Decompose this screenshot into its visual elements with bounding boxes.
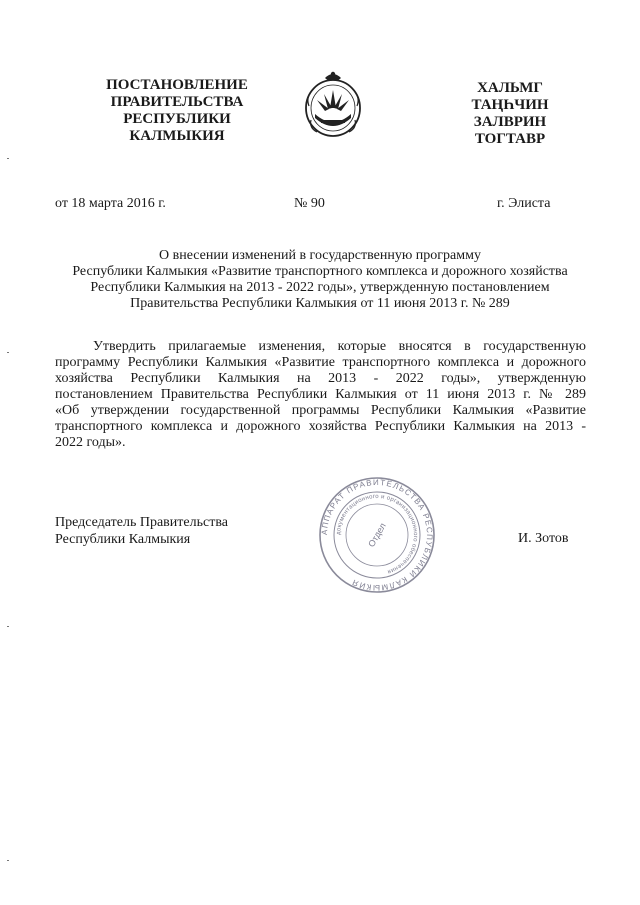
official-stamp <box>318 476 436 594</box>
body-line: Утвердить прилагаемые изменения, которые вносятся в государственную <box>93 339 586 354</box>
document-title <box>50 248 590 312</box>
header-left-title <box>92 77 262 145</box>
header-right-title <box>440 80 580 148</box>
signatory-position-line: Председатель Правительства <box>55 515 228 530</box>
margin-mark <box>7 352 9 353</box>
body-line: «Об утверждении государственной программы Республики Калмыкия «Развитие <box>55 403 586 418</box>
stamp-middle-text: документационного и организационного обеспечения <box>335 493 419 575</box>
body-line: хозяйства Республики Калмыкия на 2013 - 2022 годы», утвержденную <box>55 371 586 386</box>
header-right-line: ХАЛЬМГ <box>477 80 543 96</box>
header-left-line: РЕСПУБЛИКИ <box>123 111 231 127</box>
title-line: Республики Калмыкия «Развитие транспортного комплекса и дорожного хозяйства <box>72 264 568 279</box>
margin-mark <box>7 158 9 159</box>
header-left-line: ПРАВИТЕЛЬСТВА <box>110 94 244 110</box>
title-line: Республики Калмыкия на 2013 - 2022 годы», утвержденную постановлением <box>90 280 550 295</box>
header-left-line: ПОСТАНОВЛЕНИЕ <box>106 77 248 93</box>
document-number: № 90 <box>294 196 325 211</box>
title-line: Правительства Республики Калмыкия от 11 июня 2013 г. № 289 <box>130 296 510 311</box>
signatory-position <box>55 514 228 548</box>
body-line: транспортного комплекса и дорожного хозяйства Республики Калмыкия на 2013 - <box>55 419 586 434</box>
body-line: программу Республики Калмыкия «Развитие транспортного комплекса и дорожного <box>55 355 586 370</box>
header-right-line: ЗАЛВРИН <box>473 114 547 130</box>
stamp-center-text: Отдел <box>366 521 388 549</box>
title-line: О внесении изменений в государственную программу <box>159 248 481 263</box>
signatory-name: И. Зотов <box>518 531 569 546</box>
margin-mark <box>7 860 9 861</box>
body-line: 2022 годы». <box>55 435 126 450</box>
document-city: г. Элиста <box>497 196 551 211</box>
header-right-line: ТОГТАВР <box>474 131 546 147</box>
header-right-line: ТАҢҺЧИН <box>471 97 549 113</box>
document-body <box>55 339 586 451</box>
stamp-outer-text: АППАРАТ ПРАВИТЕЛЬСТВА РЕСПУБЛИКИ КАЛМЫКИЯ <box>319 477 435 593</box>
document-date: от 18 марта 2016 г. <box>55 196 166 211</box>
margin-mark <box>7 626 9 627</box>
body-line: постановлением Правительства Республики Калмыкия от 11 июня 2013 г. № 289 <box>55 387 586 402</box>
signatory-position-line: Республики Калмыкия <box>55 532 191 547</box>
kalmykia-coat-of-arms-icon <box>303 68 363 140</box>
header-left-line: КАЛМЫКИЯ <box>129 128 225 144</box>
